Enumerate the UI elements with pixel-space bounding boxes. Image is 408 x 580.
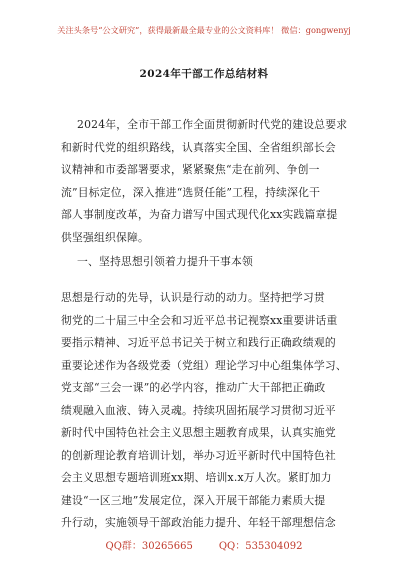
text-line: 绩观融入血液、铸入灵魂。持续巩固拓展学习贯彻习近平 [61, 403, 336, 417]
text-line: 升行动，实施领导干部政治能力提升、年轻干部理想信念 [61, 516, 336, 529]
text-line: 2024年，全市干部工作全面贯彻新时代党的建设总要求 [77, 118, 348, 131]
text-line: 供坚强组织保障。 [61, 230, 149, 244]
text-line: 会主义思想专题培训班xx期、培训x.x万人次。紧盯加力 [61, 471, 332, 484]
footer-qq-group: QQ群：30265665 [105, 541, 193, 552]
footer-qq-number: QQ：535304092 [218, 541, 303, 552]
text-line: 议精神和市委部署要求，紧紧聚焦“走在前列、争创一 [61, 163, 320, 176]
text-line: 流”目标定位，深入推进“选贤任能”工程，持续深化干 [61, 185, 321, 199]
text-line: 重要论述作为各级党委（党组）理论学习中心组集体学习、 [61, 358, 347, 372]
header-banner: 关注头条号“公文研究”，获得最新最全最专业的公文资料库！ 微信：gongwenyj [57, 25, 351, 35]
page-title: 2024年干部工作总结材料 [139, 68, 269, 80]
text-line: 彻党的二十届三中全会和习近平总书记视察xx重要讲话重 [61, 313, 338, 327]
text-line: 思想是行动的先导，认识是行动的动力。坚持把学习贯 [61, 291, 325, 304]
text-line: 要指示精神、习近平总书记关于树立和践行正确政绩观的 [61, 336, 336, 349]
text-line: 的创新理论教育培训计划，举办习近平新时代中国特色社 [61, 448, 336, 462]
text-line: 部人事制度改革，为奋力谱写中国式现代化xx实践篇章提 [61, 208, 338, 221]
text-line: 和新时代党的组织路线，认真落实全国、全省组织部长会 [61, 140, 336, 154]
text-line: 建设“一区三地”发展定位，深入开展干部能力素质大提 [61, 493, 326, 507]
text-line: 新时代中国特色社会主义思想主题教育成果，认真实施党 [61, 426, 336, 439]
section1-paragraph [61, 287, 351, 535]
footer-contact [0, 540, 408, 554]
intro-paragraph [61, 114, 351, 249]
text-line: 党支部“三会一课”的必学内容，推动广大干部把正确政 [61, 381, 326, 394]
section-heading-1: 一、坚持思想引领着力提升干事本领 [77, 255, 253, 268]
